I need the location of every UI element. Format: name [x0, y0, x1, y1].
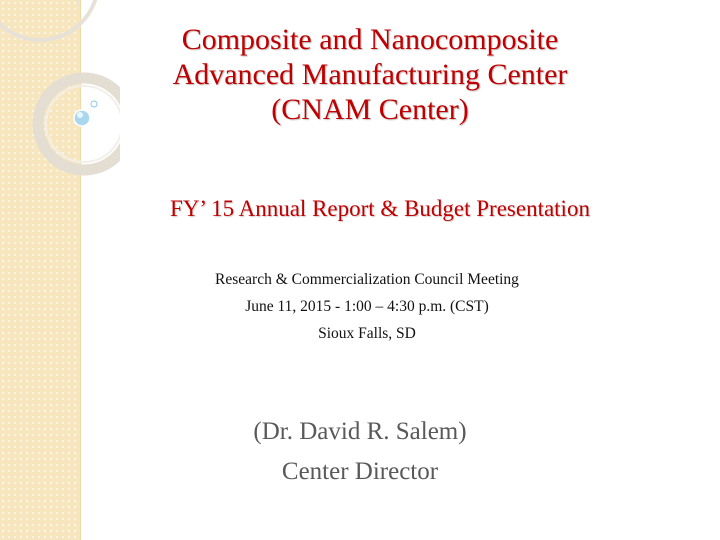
slide-title: [100, 22, 640, 127]
title-line-1: Composite and Nanocomposite: [181, 23, 559, 56]
meeting-details: [80, 266, 654, 347]
meeting-datetime: June 11, 2015 - 1:00 – 4:30 p.m. (CST): [245, 298, 489, 315]
slide-subtitle: FY’ 15 Annual Report & Budget Presentation: [170, 196, 590, 221]
meeting-name: Research & Commercialization Council Meeting: [215, 271, 519, 288]
title-line-3: (CNAM Center): [271, 93, 469, 126]
presenter-info: [80, 412, 640, 492]
meeting-location: Sioux Falls, SD: [318, 325, 416, 342]
presenter-name: (Dr. David R. Salem): [253, 418, 467, 445]
presenter-role: Center Director: [281, 458, 439, 485]
title-line-2: Advanced Manufacturing Center: [172, 58, 568, 91]
